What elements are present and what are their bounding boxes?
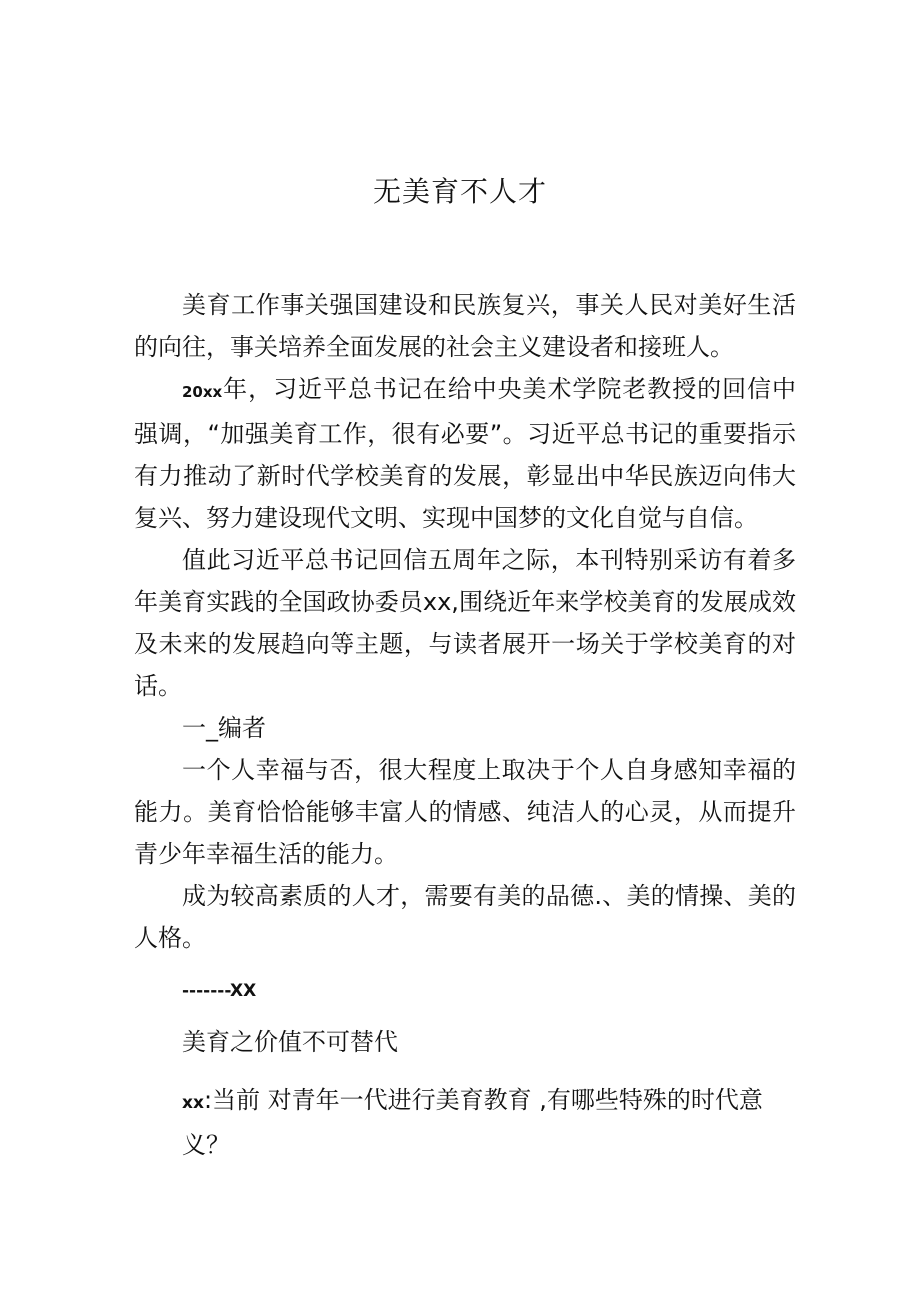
editor-note: 一_编者 — [182, 714, 266, 742]
paragraph-letter-text: 年，习近平总书记在给中央美术学院老教授的回信中强调，“加强美育工作，很有必要”。习近平总书记的重要指示有力推动了新时代学校美育的发展，彰显出中华民族迈向伟大复兴、努力建设现代文明、实现中国梦的文化自觉与自信。 — [134, 375, 796, 532]
question-text: :当前 对青年一代进行美育教育 ,有哪些特殊的时代意义？ — [182, 1086, 763, 1159]
year-prefix: 20xx — [182, 383, 223, 401]
document-title: 无美育不人才 — [372, 175, 547, 208]
question-speaker: xx — [182, 1093, 204, 1113]
document-body — [134, 284, 796, 1166]
section-subheading: 美育之价值不可替代 — [182, 1028, 398, 1056]
interview-question — [134, 1079, 796, 1166]
paragraph-intro: 美育工作事关强国建设和民族复兴，事关人民对美好生活的向往，事关培养全面发展的社会主义建设者和接班人。 — [134, 291, 796, 361]
paragraph-interview: 值此习近平总书记回信五周年之际，本刊特别采访有着多年美育实践的全国政协委员xx,围绕近年来学校美育的发展成效及未来的发展趋向等主题，与读者展开一场关于学校美育的对话。 — [134, 546, 796, 700]
author-signature: -------XX — [182, 981, 257, 1001]
paragraph-talent: 成为较高素质的人才，需要有美的品德.、美的情操、美的人格。 — [134, 882, 796, 952]
paragraph-letter — [134, 368, 796, 539]
paragraph-happiness: 一个人幸福与否，很大程度上取决于个人自身感知幸福的能力。美育恰恰能够丰富人的情感、纯洁人的心灵，从而提升青少年幸福生活的能力。 — [134, 756, 796, 868]
